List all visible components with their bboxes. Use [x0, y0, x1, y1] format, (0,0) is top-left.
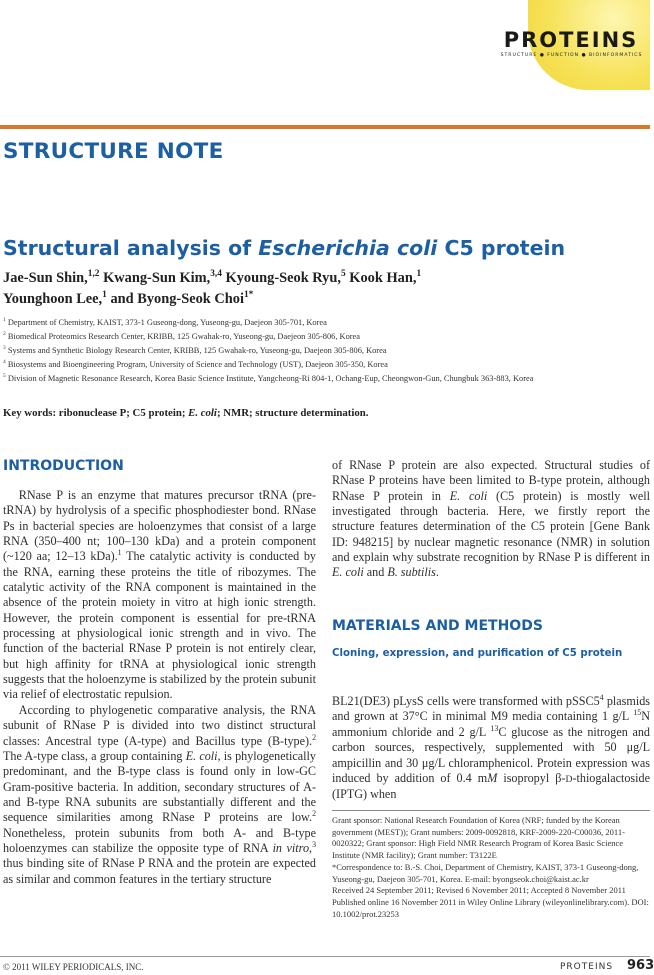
- correspondence-footnote: *Correspondence to: B.-S. Choi, Department of Chemistry, KAIST, 373-1 Guseong-dong, Yuseong-gu, Daejeon 305-701, Korea. E-mail: byongseok.choi@kaist.ac.kr: [332, 861, 639, 884]
- methods-text: [332, 682, 650, 815]
- journal-logo: PROTEINS: [503, 28, 639, 52]
- introduction-heading: INTRODUCTION: [3, 458, 124, 474]
- affiliations: [3, 316, 643, 386]
- methods-paragraph-1: BL21(DE3) pLysS cells were transformed with $pSSC5^4$ plasmids and grown at 37°C in minimal M9 media containing 1 g/L $^{15}$N ammonium chloride and 2 g/L $^{13}$C glucose as the nitrogen and carbon sources, respectively, supplemented with 50 μg/L ampicillin and 30 μg/L chloramphenicol. Protein expression was induced by addition of 0.4 mM isopropyl β-D-thiogalactoside (IPTG) when: [332, 693, 650, 802]
- title-suffix: C5 protein: [437, 236, 566, 260]
- grant-footnote: Grant sponsor: National Research Foundation of Korea (NRF; funded by the Korean government (MEST)); Grant numbers: 2009-0092818, KRF-2009-220-C00036, 2011-0020322; Grant sponsor: High Field NMR Research Program of Korea Basic Science Institute (NMR facility); Grant number: T3122E: [332, 815, 625, 861]
- title-prefix: Structural analysis of: [3, 236, 259, 260]
- introduction-continued: [332, 458, 650, 581]
- article-title: [3, 236, 565, 260]
- keywords: Key words: ribonuclease P; C5 protein; E. coli; NMR; structure determination.: [3, 407, 369, 419]
- title-species: Escherichia coli: [258, 236, 438, 260]
- intro-paragraph-continued: of RNase P protein are also expected. Structural studies of RNase P proteins have been limited to B-type protein, although RNase P protein in E. coli (C5 protein) is mostly well investigated through bacteria. Here, we firstly report the structure features determination of the C5 protein [Gene Bank ID: 948215] by nuclear magnetic resonance (NMR) in solution and explain why substrate recognition by RNase P is different in E. coli and B. subtilis.: [332, 458, 650, 580]
- journal-tagline: STRUCTURE ● FUNCTION ● BIOINFORMATICS: [500, 53, 643, 58]
- affiliation-item: $^2$ Biomedical Proteomics Research Center, KRIBB, 125 Gwahak-ro, Yuseong-gu, Daejeon 305-806, Korea: [3, 331, 360, 341]
- footer-divider: [0, 956, 650, 957]
- affiliation-item: $^4$ Biosystems and Bioengineering Program, University of Science and Technology (UST), Daejeon 305-350, Korea: [3, 359, 388, 369]
- header-divider: [0, 125, 650, 129]
- affiliation-item: $^3$ Systems and Synthetic Biology Research Center, KRIBB, 125 Gwahak-ro, Yuseong-gu, Daejeon 305-806, Korea: [3, 345, 387, 355]
- intro-paragraph-1: RNase P is an enzyme that matures precursor tRNA (pre-tRNA) by hydrolysis of a specific phosphodiester bond. RNase Ps in bacterial species are holoenzymes that consist of a large RNA (350–400 nt; 100–130 kDa) and a protein component (~120 aa; 12–13 kDa).$^1$ The catalytic activity is conducted by the RNA, earning these proteins the title of ribozymes. The catalytic activity of the RNA component is maintained in the absence of the protein moiety in vitro at high ionic strength. However, the protein component is essential for pre-tRNA processing at physiological ionic strength and in vivo. The function of the bacterial RNase P protein is not entirely clear, but high affinity for tRNA at physiological ionic strength suggests that the holoenzyme is stabilized by the protein subunit via relief of electrostatic repulsion.: [3, 488, 316, 702]
- methods-heading: MATERIALS AND METHODS: [332, 618, 543, 634]
- intro-paragraph-2: According to phylogenetic comparative analysis, the RNA subunit of RNase P is divided into two distinct structural classes: Ancestral type (A-type) and Bacillus type (B-type).$^2$ The A-type class, a group containing E. coli, is phylogenetically predominant, and the B-type class is found only in low-GC Gram-positive bacteria. In addition, secondary structures of A- and B-type RNA subunits are substantially different and the sequence similarities among RNase P proteins are low.$^2$ Nonetheless, protein subunits from both A- and B-type holoenzymes can stabilize the opposite type of RNA in vitro,$^3$ thus binding site of RNase P RNA and the protein are expected as similar and common features in the tertiary structure: [3, 702, 316, 886]
- dates-footnote: Received 24 September 2011; Revised 6 November 2011; Accepted 8 November 2011: [332, 885, 626, 896]
- article-type-label: STRUCTURE NOTE: [3, 139, 224, 164]
- affiliation-item: $^1$ Department of Chemistry, KAIST, 373-1 Guseong-dong, Yuseong-gu, Daejeon 305-701, Korea: [3, 317, 327, 327]
- authors-line-2: Younghoon Lee,$^1$ and Byong-Seok Choi$^{1*}$: [3, 290, 254, 307]
- affiliation-item: $^5$ Division of Magnetic Resonance Research, Korea Basic Science Institute, Yangcheong-Ri 804-1, Ochang-Eup, Cheongwon-Gun, Chungbuk 363-883, Korea: [3, 373, 534, 383]
- author-list: [3, 268, 623, 310]
- methods-subheading: Cloning, expression, and purification of C5 protein: [332, 648, 623, 659]
- introduction-text: [3, 488, 316, 887]
- authors-line-1: Jae-Sun Shin,$^{1,2}$ Kwang-Sun Kim,$^{3,4}$ Kyoung-Seok Ryu,$^5$ Kook Han,$^1$: [3, 269, 422, 286]
- copyright: © 2011 WILEY PERIODICALS, INC.: [3, 962, 144, 972]
- page-number: 963: [627, 958, 654, 973]
- publication-footnote: Published online 16 November 2011 in Wiley Online Library (wileyonlinelibrary.com). DOI: 10.1002/prot.23253: [332, 896, 649, 919]
- footer-journal-name: PROTEINS: [560, 962, 614, 972]
- footnote-divider: [332, 810, 650, 811]
- footnotes: [332, 815, 650, 920]
